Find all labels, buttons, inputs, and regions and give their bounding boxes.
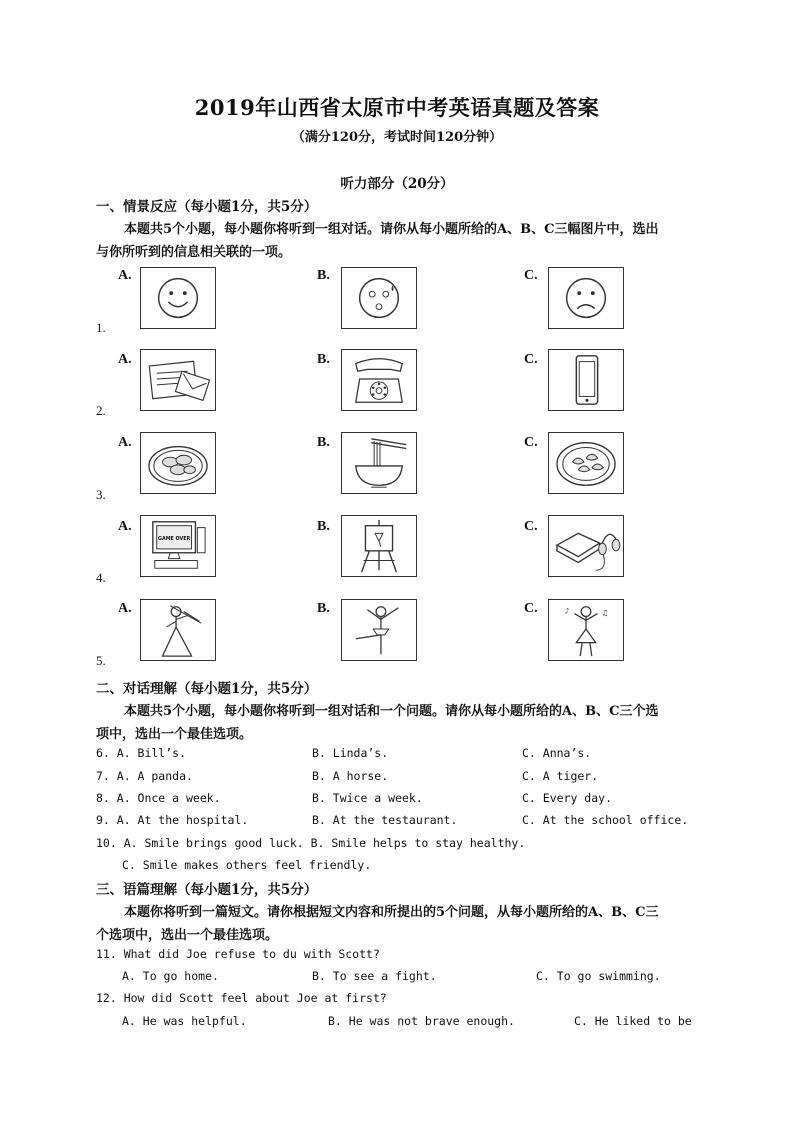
option-c[interactable]: C. Anna’s.	[522, 746, 592, 760]
worried-face-icon[interactable]	[341, 267, 417, 329]
option-a[interactable]: A. He was helpful.	[122, 1014, 247, 1028]
option-c[interactable]: C. He liked to be	[574, 1014, 692, 1028]
page-title: 2019年山西省太原市中考英语真题及答案	[194, 95, 600, 120]
noodles-bowl-icon[interactable]	[341, 432, 417, 494]
option-b[interactable]: B. Twice a week.	[312, 791, 423, 805]
option-letter-b: B.	[317, 601, 330, 616]
option-letter-a: A.	[118, 352, 132, 367]
smiling-face-icon[interactable]	[140, 267, 216, 329]
question-12: 12. How did Scott feel about Joe at first?	[96, 991, 387, 1005]
easel-painting-icon[interactable]	[341, 515, 417, 577]
singing-girl-icon[interactable]	[548, 599, 624, 661]
option-letter-c: C.	[524, 268, 538, 283]
part3-instruction-line1: 本题你将听到一篇短文。请你根据短文内容和所提出的5个问题，从每小题所给的A、B、C三	[124, 905, 659, 920]
option-b[interactable]: B. He was not brave enough.	[328, 1014, 515, 1028]
part2-instruction-line1: 本题共5个小题，每小题你将听到一组对话和一个问题。请你从每小题所给的A、B、C三个选	[124, 704, 659, 719]
question-number: 1.	[96, 320, 106, 335]
option-a[interactable]: A. To go home.	[122, 969, 219, 983]
option-letter-c: C.	[524, 435, 538, 450]
mobile-phone-icon[interactable]	[548, 349, 624, 411]
option-letter-b: B.	[317, 352, 330, 367]
option-letter-c: C.	[524, 352, 538, 367]
question-number: 2.	[96, 403, 106, 418]
option-a[interactable]: 6. A. Bill’s.	[96, 746, 187, 760]
question-10-options-line1[interactable]: 10. A. Smile brings good luck. B. Smile helps to stay healthy.	[96, 836, 526, 850]
option-letter-a: A.	[118, 519, 132, 534]
ballet-dancer-icon[interactable]	[341, 599, 417, 661]
part2-instruction-line2: 项中，选出一个最佳选项。	[96, 727, 253, 742]
option-a[interactable]: 7. A. A panda.	[96, 769, 193, 783]
listening-section-title: 听力部分（20分）	[340, 176, 454, 192]
option-letter-a: A.	[118, 268, 132, 283]
part2-heading: 二、对话理解（每小题1分，共5分）	[96, 681, 318, 697]
part1-instruction-line1: 本题共5个小题，每小题你将听到一组对话。请你从每小题所给的A、B、C三幅图片中，选出	[124, 222, 659, 237]
option-b[interactable]: B. To see a fight.	[312, 969, 437, 983]
computer-game-icon[interactable]	[140, 515, 216, 577]
option-letter-a: A.	[118, 601, 132, 616]
option-letter-c: C.	[524, 519, 538, 534]
option-letter-b: B.	[317, 435, 330, 450]
book-headphones-icon[interactable]	[548, 515, 624, 577]
svg-text:♪: ♪	[564, 606, 570, 616]
question-number: 3.	[96, 487, 106, 502]
part1-heading: 一、情景反应（每小题1分，共5分）	[96, 199, 318, 215]
option-c[interactable]: C. A tiger.	[522, 769, 599, 783]
part3-instruction-line2: 个选项中，选出一个最佳选项。	[96, 928, 279, 943]
game-over-text: GAME OVER	[158, 537, 191, 543]
question-number: 4.	[96, 570, 106, 585]
option-letter-b: B.	[317, 268, 330, 283]
question-number: 5.	[96, 653, 106, 668]
option-letter-a: A.	[118, 435, 132, 450]
question-10-options-line2[interactable]: C. Smile makes others feel friendly.	[122, 858, 372, 872]
option-a[interactable]: 8. A. Once a week.	[96, 791, 221, 805]
page-subtitle: （满分120分，考试时间120分钟）	[291, 130, 503, 145]
rotary-telephone-icon[interactable]	[341, 349, 417, 411]
part3-heading: 三、语篇理解（每小题1分，共5分）	[96, 882, 318, 898]
option-letter-b: B.	[317, 519, 330, 534]
option-b[interactable]: B. Linda’s.	[312, 746, 389, 760]
dumplings-plate-icon[interactable]	[140, 432, 216, 494]
option-letter-c: C.	[524, 601, 538, 616]
option-c[interactable]: C. To go swimming.	[536, 969, 661, 983]
option-c[interactable]: C. Every day.	[522, 791, 613, 805]
violin-player-icon[interactable]	[140, 599, 216, 661]
sad-face-icon[interactable]	[548, 267, 624, 329]
cookies-plate-icon[interactable]	[548, 432, 624, 494]
option-c[interactable]: C. At the school office.	[522, 813, 689, 827]
letter-envelope-icon[interactable]	[140, 349, 216, 411]
part1-instruction-line2: 与你所听到的信息相关联的一项。	[96, 245, 292, 260]
option-b[interactable]: B. At the testaurant.	[312, 813, 458, 827]
question-11: 11. What did Joe refuse to du with Scott?	[96, 947, 380, 961]
option-a[interactable]: 9. A. At the hospital.	[96, 813, 249, 827]
option-b[interactable]: B. A horse.	[312, 769, 389, 783]
svg-text:♫: ♫	[601, 608, 609, 618]
